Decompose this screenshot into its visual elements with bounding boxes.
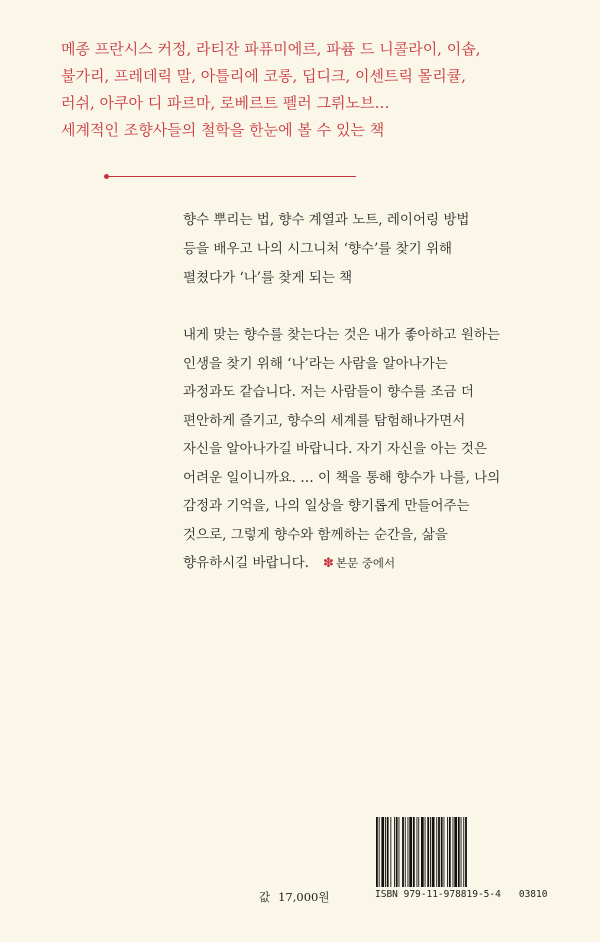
excerpt-line: 내게 맞는 향수를 찾는다는 것은 내가 좋아하고 원하는 (183, 327, 500, 343)
barcode-bar (413, 817, 415, 887)
divider-line (106, 176, 356, 177)
excerpt-line: 어려운 일이니까요. … 이 책을 통해 향수가 나를, 나의 (183, 469, 501, 486)
excerpt-text-block (183, 321, 563, 579)
barcode-bar (376, 817, 378, 887)
isbn-code: ISBN 979-11-978819-5-4 (375, 889, 501, 900)
price-prefix: 값 (259, 890, 271, 904)
barcode-bar (444, 817, 445, 887)
promo-line: 메종 프란시스 커정, 라티잔 파퓨미에르, 파퓸 드 니콜라이, 이솝, (61, 40, 481, 58)
promo-text-block (61, 36, 541, 144)
barcode-bar (449, 817, 451, 887)
excerpt-line: 감정과 기억을, 나의 일상을 향기롭게 만들어주는 (183, 498, 470, 514)
barcode-bar (379, 817, 380, 887)
price-value: 17,000원 (278, 890, 330, 904)
barcode-bar (405, 817, 406, 887)
barcode-bar (417, 817, 418, 887)
price-label (259, 889, 329, 905)
barcode-bar (381, 817, 384, 887)
promo-line: 러쉬, 아쿠아 디 파르마, 로베르트 펠러 그뤼노브… (61, 94, 390, 112)
source-label: 본문 중에서 (335, 556, 396, 570)
barcode-bar (394, 817, 395, 887)
barcode-bar (447, 817, 448, 887)
excerpt-line: 과정과도 같습니다. 저는 사람들이 향수를 조금 더 (183, 384, 474, 400)
intro-line: 펼쳤다가 ‘나’를 찾게 되는 책 (183, 270, 353, 286)
intro-line: 향수 뿌리는 법, 향수 계열과 노트, 레이어링 방법 (183, 212, 470, 228)
barcode-bar (432, 817, 435, 887)
barcode-bar (387, 817, 389, 887)
excerpt-last-line (183, 549, 563, 579)
asterisk-icon: ✽ (322, 556, 334, 571)
barcode-bar (425, 817, 426, 887)
excerpt-line: 편안하게 즐기고, 향수의 세계를 탐험해나가면서 (183, 412, 466, 429)
barcode-bar (402, 817, 404, 887)
barcode-bar (463, 817, 464, 887)
barcode-bar (396, 817, 398, 887)
barcode-bar (430, 817, 431, 887)
barcode-bar (409, 817, 412, 887)
isbn-text (375, 889, 548, 900)
barcode-bar (390, 817, 391, 887)
barcode-bar (453, 817, 454, 887)
intro-line: 등을 배우고 나의 시그니처 ‘향수’를 찾기 위해 (183, 241, 453, 257)
barcode-bar (436, 817, 437, 887)
barcode-bar (458, 817, 460, 887)
barcode-bar (385, 817, 386, 887)
barcode-bars (374, 817, 534, 887)
excerpt-line: 것으로, 그렇게 향수와 함께하는 순간을, 삶을 (183, 526, 448, 543)
barcode-bar (438, 817, 440, 887)
excerpt-line: 인생을 찾기 위해 ‘나’라는 사람을 알아나가는 (183, 355, 448, 372)
isbn-addon: 03810 (518, 889, 548, 900)
excerpt-line: 향유하시길 바랍니다. (183, 555, 309, 571)
barcode-bar (421, 817, 424, 887)
barcode-bar (465, 817, 467, 887)
barcode-bar (408, 817, 409, 887)
excerpt-line: 자신을 알아나가길 바랍니다. 자기 자신을 아는 것은 (183, 441, 487, 457)
barcode-bar (427, 817, 429, 887)
promo-line: 불가리, 프레데릭 말, 아틀리에 코롱, 딥디크, 이센트릭 몰리큘, (61, 67, 466, 85)
intro-text-block (183, 206, 543, 293)
promo-line: 세계적인 조향사들의 철학을 한눈에 볼 수 있는 책 (61, 121, 385, 139)
barcode-bar (441, 817, 443, 887)
barcode-bar (418, 817, 419, 887)
barcode-bar (454, 817, 457, 887)
barcode-bar (461, 817, 462, 887)
barcode-bar (399, 817, 400, 887)
